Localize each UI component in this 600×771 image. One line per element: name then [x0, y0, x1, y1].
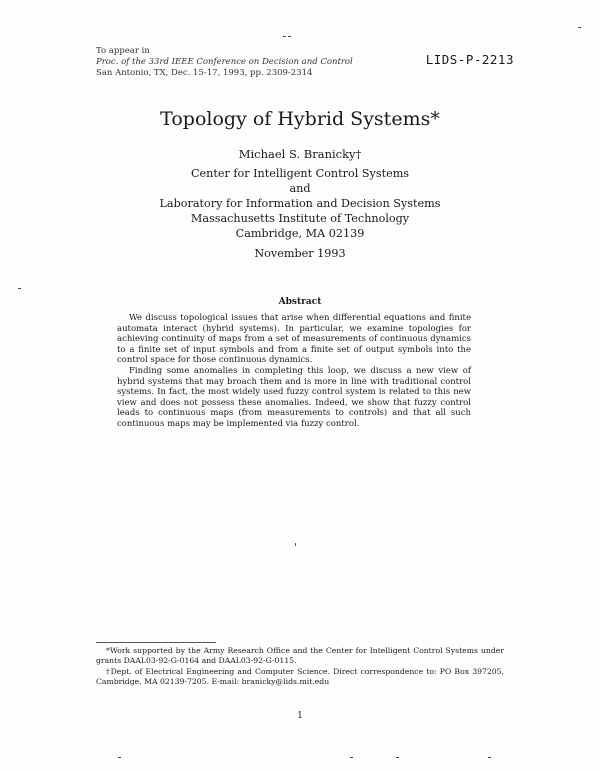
affiliation-line: Center for Intelligent Control Systems: [190, 167, 410, 180]
page-number: 1: [297, 711, 303, 721]
scan-speck: [295, 543, 296, 546]
scan-speck: [350, 757, 353, 758]
abstract-paragraph: Finding some anomalies in completing this loop, we discuss a new view of hybrid systems that may broach them and is more in line with traditional control systems. In fact, the most widely used fuzzy control system is related to this new view and does not possess these anomalies. Indeed, we show that fuzzy control leads to continuous maps (from measurements to controls) and that all such continuous maps may be implemented via fuzzy control.: [117, 365, 471, 429]
scan-speck: [396, 757, 399, 758]
footnote-divider: [96, 642, 216, 643]
affiliation-line: Massachusetts Institute of Technology: [190, 212, 410, 225]
footnote: *Work supported by the Army Research Office and the Center for Intelligent Control Systems under grants DAAL03-92-G-0164 and DAAL03-92-G-0115.: [96, 646, 504, 665]
scan-speck: [283, 36, 286, 37]
header-line-3: San Antonio, TX, Dec. 15-17, 1993, pp. 2309-2314: [96, 68, 313, 78]
affiliation-block: [0, 166, 600, 241]
scan-speck: [118, 757, 121, 758]
scan-speck: [578, 27, 581, 28]
abstract-body: [117, 313, 471, 430]
affiliation-line: Cambridge, MA 02139: [235, 227, 365, 240]
abstract-paragraph: We discuss topological issues that arise when differential equations and finite automata interact (hybrid systems). In particular, we examine topologies for achieving continuity of maps from a set of measurements of continuous dynamics to a finite set of input symbols and from a finite set of output symbols into the control space for those continuous dynamics.: [117, 313, 471, 366]
paper-title: Topology of Hybrid Systems*: [160, 108, 440, 130]
affiliation-line: and: [289, 182, 311, 195]
footnote: †Dept. of Electrical Engineering and Computer Science. Direct correspondence to: PO Box 397205, Cambridge, MA 02139-7205. E-mail: branicky@lids.mit.edu: [96, 667, 504, 686]
header-line-1: To appear in: [96, 46, 150, 56]
scan-speck: [18, 288, 21, 289]
affiliation-line: Laboratory for Information and Decision Systems: [159, 197, 441, 210]
author-name: Michael S. Branicky†: [238, 147, 362, 161]
footnotes: [96, 646, 504, 688]
publication-header: [96, 46, 353, 79]
paper-date: November 1993: [254, 247, 346, 260]
scan-speck: [288, 36, 291, 37]
report-number: LIDS-P-2213: [425, 52, 514, 67]
header-line-2: Proc. of the 33rd IEEE Conference on Decision and Control: [96, 57, 353, 67]
scan-speck: [488, 757, 491, 758]
abstract-heading: Abstract: [278, 297, 322, 307]
